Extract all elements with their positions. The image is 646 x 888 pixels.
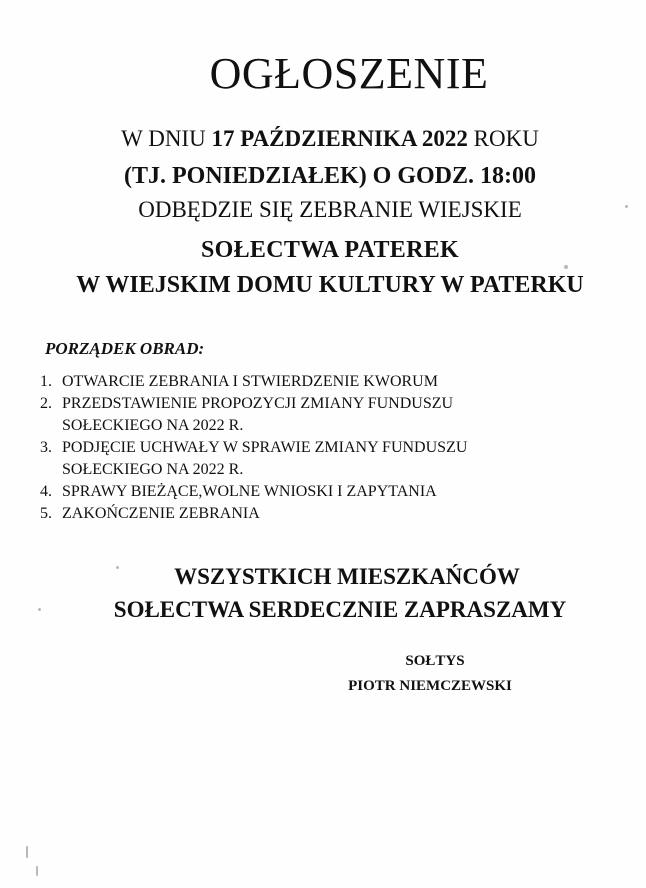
meeting-day-time: (TJ. PONIEDZIAŁEK) O GODZ. 18:00 xyxy=(123,163,537,189)
agenda-heading: PORZĄDEK OBRAD: xyxy=(45,339,205,358)
meeting-date: 17 PAŹDZIERNIKA 2022 xyxy=(211,126,468,151)
agenda-item-number: 2. xyxy=(40,395,52,412)
signature-role: SOŁTYS xyxy=(405,653,465,669)
announcement-title: OGŁOSZENIE xyxy=(209,49,489,98)
scan-speck xyxy=(38,608,41,611)
invitation-line-1: WSZYSTKICH MIESZKAŃCÓW xyxy=(174,564,520,589)
agenda-item xyxy=(40,371,600,393)
signature-name: PIOTR NIEMCZEWSKI xyxy=(348,678,512,694)
agenda-item-number: 4. xyxy=(40,483,52,500)
agenda-item xyxy=(40,393,600,437)
agenda-item-text: ZAKOŃCZENIE ZEBRANIA xyxy=(62,505,260,522)
agenda-item-text: PRZEDSTAWIENIE PROPOZYCJI ZMIANY FUNDUSZU SOŁECKIEGO NA 2022 R. xyxy=(62,395,454,434)
agenda-item xyxy=(40,437,600,481)
agenda-item-number: 1. xyxy=(40,373,52,390)
agenda-item-text: PODJĘCIE UCHWAŁY W SPRAWIE ZMIANY FUNDUSZU SOŁECKIEGO NA 2022 R. xyxy=(62,439,468,478)
agenda-item-text: OTWARCIE ZEBRANIA I STWIERDZENIE KWORUM xyxy=(62,373,438,390)
agenda-item xyxy=(40,503,600,525)
agenda-item-number: 3. xyxy=(40,439,52,456)
scan-speck xyxy=(36,866,38,876)
meeting-date-line xyxy=(0,127,646,150)
invitation-line-2: SOŁECTWA SERDECZNIE ZAPRASZAMY xyxy=(113,597,567,622)
scan-speck xyxy=(116,566,119,569)
meeting-place: W WIEJSKIM DOMU KULTURY W PATERKU xyxy=(76,272,584,298)
agenda-item xyxy=(40,481,600,503)
meeting-description: ODBĘDZIE SIĘ ZEBRANIE WIEJSKIE xyxy=(138,197,522,222)
scan-speck xyxy=(625,205,628,208)
date-prefix: W DNIU xyxy=(121,126,212,151)
date-suffix: ROKU xyxy=(467,126,539,151)
agenda-list xyxy=(40,371,600,525)
scan-speck xyxy=(26,846,28,858)
agenda-item-number: 5. xyxy=(40,505,52,522)
village-council-name: SOŁECTWA PATEREK xyxy=(201,237,459,263)
scan-speck xyxy=(564,265,568,269)
agenda-item-text: SPRAWY BIEŻĄCE,WOLNE WNIOSKI I ZAPYTANIA xyxy=(62,483,437,500)
